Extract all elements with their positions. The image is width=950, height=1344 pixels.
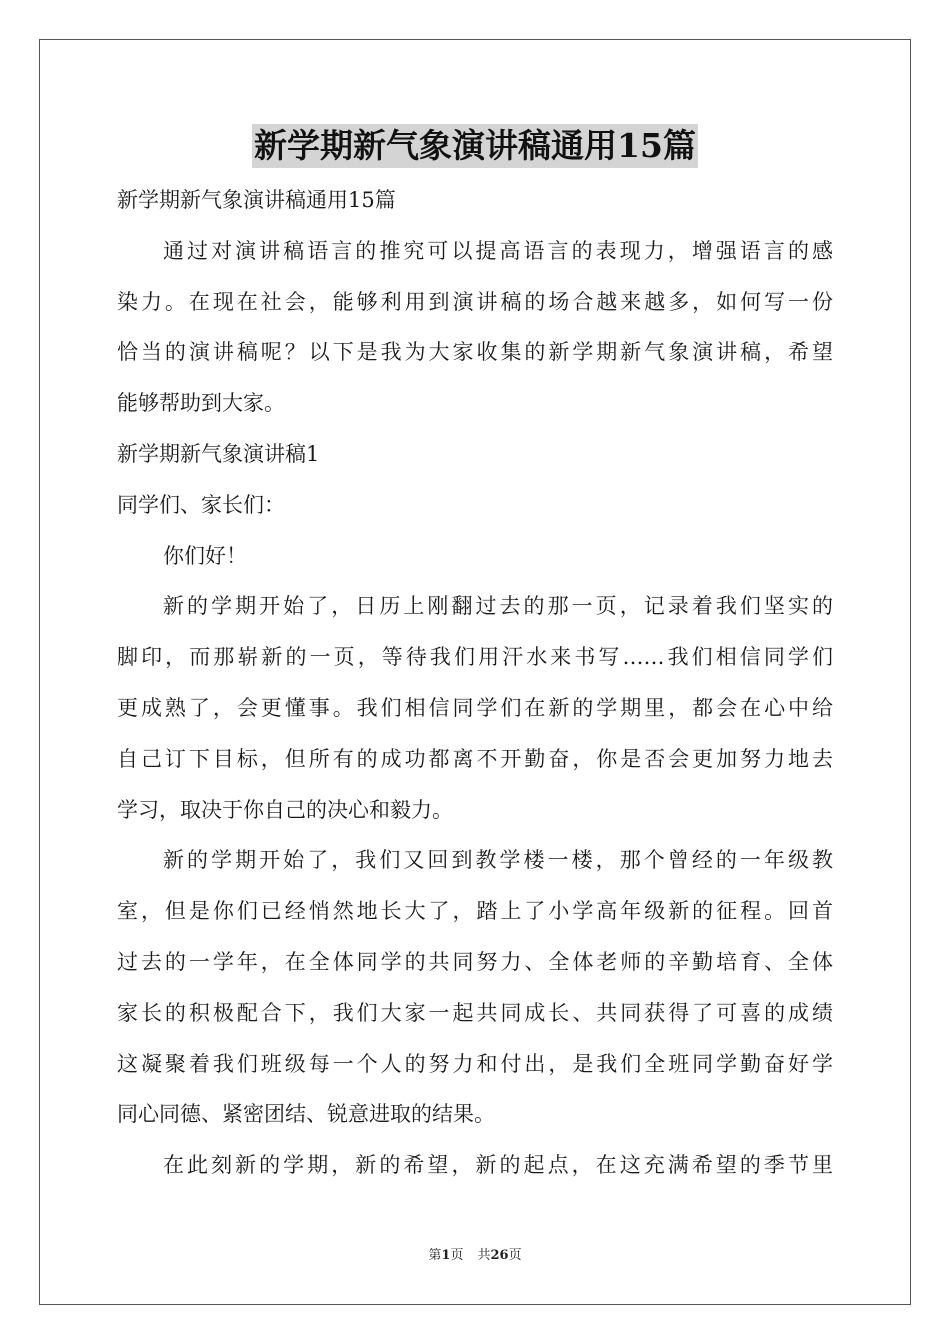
text-line: 脚印，而那崭新的一页，等待我们用汗水来书写……我们相信同学们 bbox=[117, 645, 833, 670]
total-suffix: 页 bbox=[508, 1248, 522, 1263]
text-line: 能够帮助到大家。 bbox=[117, 391, 285, 416]
total-prefix: 共 bbox=[477, 1248, 491, 1263]
text-line: 新的学期开始了，日历上刚翻过去的那一页，记录着我们坚实的 bbox=[163, 594, 833, 619]
text-line: 家长的积极配合下，我们大家一起共同成长、共同获得了可喜的成绩 bbox=[117, 1000, 833, 1025]
document-title: 新学期新气象演讲稿通用15篇 bbox=[252, 124, 698, 168]
text-line: 学习，取决于你自己的决心和毅力。 bbox=[117, 797, 453, 822]
text-line: 过去的一学年，在全体同学的共同努力、全体老师的辛勤培育、全体 bbox=[117, 949, 833, 974]
text-line: 同学们、家长们： bbox=[117, 492, 285, 517]
text-line: 更成熟了，会更懂事。我们相信同学们在新的学期里，都会在心中给 bbox=[117, 695, 833, 720]
document-body bbox=[117, 175, 833, 1191]
text-line: 你们好！ bbox=[163, 543, 247, 568]
text-line: 新学期新气象演讲稿通用15篇 bbox=[117, 188, 396, 212]
text-line: 在此刻新的学期，新的希望，新的起点，在这充满希望的季节里 bbox=[163, 1153, 833, 1178]
page-suffix: 页 bbox=[450, 1248, 464, 1263]
text-line: 恰当的演讲稿呢？以下是我为大家收集的新学期新气象演讲稿，希望 bbox=[117, 340, 833, 365]
text-line: 这凝聚着我们班级每一个人的努力和付出，是我们全班同学勤奋好学 bbox=[117, 1051, 833, 1076]
text-line: 通过对演讲稿语言的推究可以提高语言的表现力，增强语言的感 bbox=[163, 238, 833, 263]
text-line: 室，但是你们已经悄然地长大了，踏上了小学高年级新的征程。回首 bbox=[117, 899, 833, 924]
page-footer bbox=[0, 1244, 950, 1263]
text-line: 新学期新气象演讲稿1 bbox=[117, 441, 320, 466]
text-line: 染力。在现在社会，能够利用到演讲稿的场合越来越多，如何写一份 bbox=[117, 289, 833, 314]
text-line: 自己订下目标，但所有的成功都离不开勤奋，你是否会更加努力地去 bbox=[117, 746, 833, 771]
total-pages: 26 bbox=[490, 1248, 509, 1263]
text-line: 新的学期开始了，我们又回到教学楼一楼，那个曾经的一年级教 bbox=[163, 848, 833, 873]
page-prefix: 第 bbox=[428, 1248, 442, 1263]
page-number: 1 bbox=[441, 1248, 451, 1263]
title-container bbox=[0, 124, 950, 168]
text-line: 同心同德、紧密团结、锐意进取的结果。 bbox=[117, 1102, 495, 1127]
